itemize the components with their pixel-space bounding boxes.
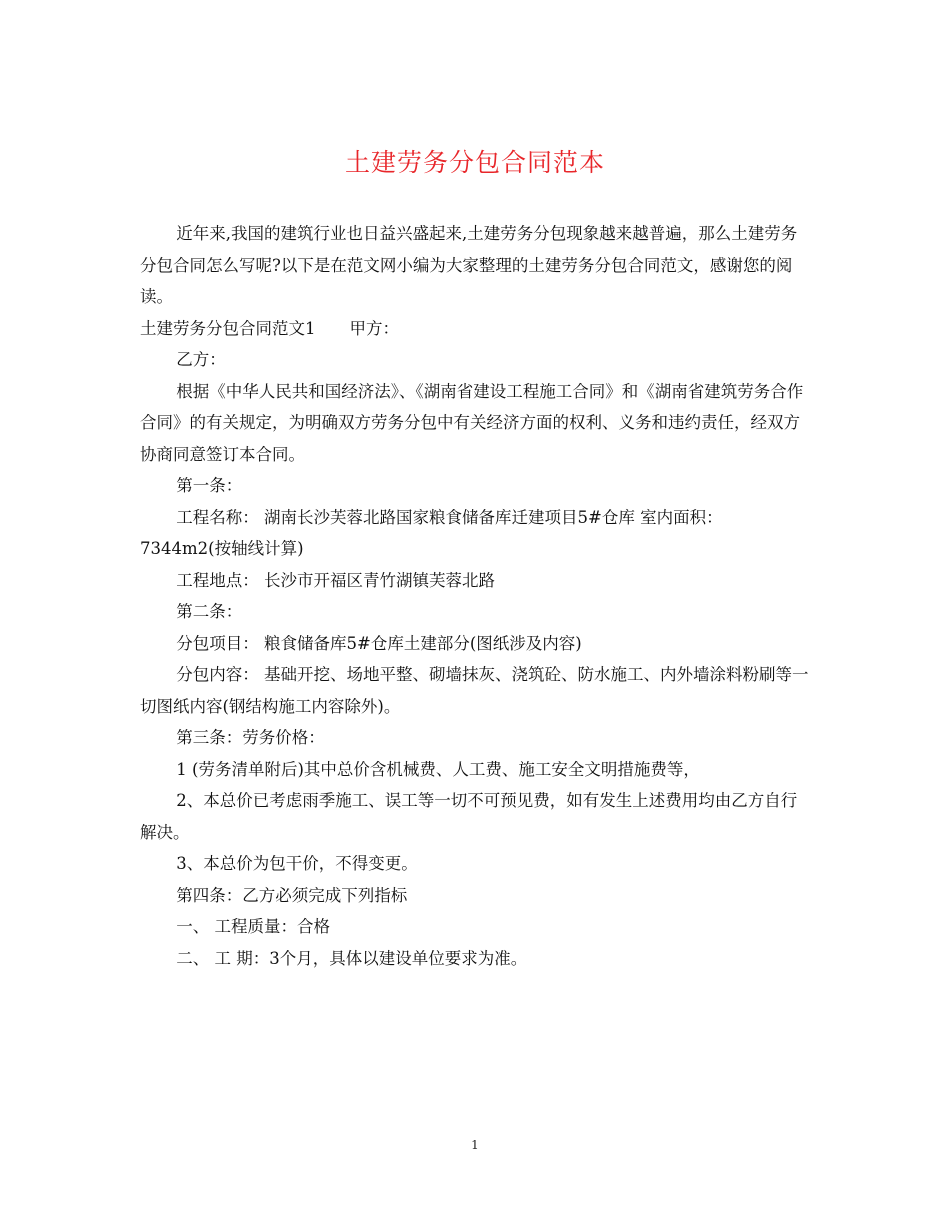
- party-b-label: 乙方：: [176, 350, 226, 369]
- subcontract-content: 分包内容： 基础开挖、场地平整、砌墙抹灰、浇筑砼、防水施工、内外墙涂料粉刷等一切图纸内容(钢结构施工内容除外)。: [140, 665, 809, 716]
- sample-heading-line: [140, 313, 812, 345]
- document-title: 土建劳务分包合同范本: [344, 148, 605, 177]
- price-clause-2: 2、本总价已考虑雨季施工、误工等一切不可预见费，如有发生上述费用均由乙方自行解决。: [140, 791, 798, 842]
- article-4-heading: 第四条：乙方必须完成下列指标: [176, 885, 408, 905]
- project-location: 工程地点： 长沙市开福区青竹湖镇芙蓉北路: [176, 570, 496, 590]
- sample-heading: 土建劳务分包合同范文1: [140, 318, 316, 338]
- basis-paragraph: 根据《中华人民共和国经济法》、《湖南省建设工程施工合同》和《湖南省建筑劳务合作合同》的有关规定，为明确双方劳务分包中有关经济方面的权利、义务和违约责任，经双方协商同意签订本合同。: [140, 381, 804, 464]
- page-number: 1: [471, 1138, 479, 1152]
- duration-requirement: 二、 工 期：3个月，具体以建设单位要求为准。: [176, 948, 528, 968]
- article-1-heading: 第一条：: [176, 476, 243, 495]
- subcontract-item: 分包项目： 粮食储备库5#仓库土建部分(图纸涉及内容): [176, 633, 582, 653]
- party-a-label: 甲方：: [349, 318, 399, 338]
- price-clause-3: 3、本总价为包干价，不得变更。: [176, 854, 418, 873]
- project-name: 工程名称： 湖南长沙芙蓉北路国家粮食储备库迁建项目5#仓库 室内面积：7344m2(按轴线计算): [140, 507, 723, 558]
- article-2-heading: 第二条：: [176, 602, 243, 621]
- intro-paragraph: 近年来,我国的建筑行业也日益兴盛起来,土建劳务分包现象越来越普遍，那么土建劳务分包合同怎么写呢?以下是在范文网小编为大家整理的土建劳务分包合同范文，感谢您的阅读。: [140, 224, 798, 306]
- article-3-heading: 第三条：劳务价格：: [176, 728, 325, 747]
- document-body: [140, 218, 812, 974]
- quality-requirement: 一、 工程质量：合格: [176, 917, 331, 936]
- price-clause-1: 1 (劳务清单附后)其中总价含机械费、人工费、施工安全文明措施费等，: [176, 759, 700, 779]
